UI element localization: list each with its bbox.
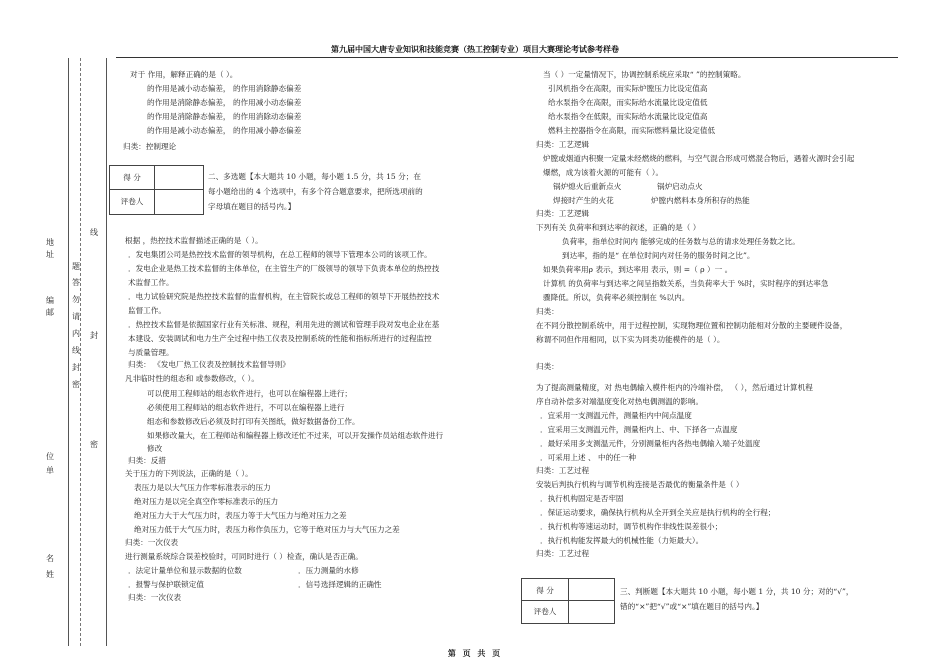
margin-char: 单 (46, 466, 54, 475)
header-rule (116, 57, 898, 58)
question-option: 给水泵指令在高限，而实际给水流量比设定值低 (548, 98, 708, 107)
question-option: ．执行机构能发挥最大的机械性能（力矩最大）。 (540, 536, 704, 545)
question-line: 计算机 的负荷率与到达率之间呈指数关系，当负荷率大于 %时，实时程序的到达率急 (543, 279, 829, 288)
grader-label: 评卷人 (533, 607, 557, 616)
question-stem: 爆燃，成为该着火源的可能有（ ）。 (543, 168, 664, 177)
section-2-instruction: 二、多选题【本大题共 10 小题，每小题 1.5 分，共 15 分；在每小题给出的 4 个选项中，有多个符合题意要求，把所选项前的字母填在题目的括号内。】 (208, 172, 423, 211)
margin-char: 勿 (72, 295, 80, 304)
margin-char: 封 (90, 331, 98, 340)
grader-label: 评卷人 (120, 197, 144, 206)
question-stem: 称谓不同但作用相同，以下实为同类功能模件的是（ ）。 (536, 335, 725, 344)
question-stem: 根据 ，热控技术监督描述正确的是（ ）。 (125, 236, 263, 245)
question-option: 的作用是消除静态偏差， 的作用减小动态偏差 (147, 98, 302, 107)
margin-char: 位 (46, 452, 54, 461)
section-3-instruction: 三、判断题【本大题共 10 小题，每小题 1 分，共 10 分；对的“√”，错的“×”把“√”或“×”填在题目的括号内。】 (620, 587, 854, 611)
question-option: 绝对压力大于大气压力时，表压力等于大气压力与绝对压力之差 (134, 511, 347, 520)
score-label: 得 分 (123, 173, 141, 182)
question-stem: 对于 作用，解释正确的是（ ）。 (130, 70, 238, 79)
question-option: 必须使用工程师站的组态软件进行，不可以在编程器上进行 (147, 403, 345, 412)
question-category: 归类： (536, 307, 559, 316)
question-option: 锅炉熄火后重新点火 (553, 182, 622, 191)
question-option: ．执行机构等速运动时，调节机构作非线性误差很小； (540, 522, 723, 531)
margin-char: 答 (72, 278, 80, 287)
question-category: 归类：反措 (128, 456, 166, 465)
question-line: 与质量管理。 (128, 348, 174, 357)
question-line: ．电力试验研究院是热控技术监督的监督机构，在主管院长或总工程师的领导下开展热控技术 (128, 292, 440, 301)
question-option: 的作用是减小动态偏差， 的作用减小静态偏差 (147, 126, 302, 135)
question-option: ．报警与保护联锁定值 (128, 580, 204, 589)
question-stem: 进行测量系统综合误差校验时，可同时进行（ ）检查，确认是否正确。 (125, 552, 363, 561)
margin-char: 封 (72, 363, 80, 372)
question-stem: 凡非临时性的组态和 或参数修改，（ ）。 (125, 374, 259, 383)
question-line: 负荷率，指单位时间内 能够完成的任务数与总的请求处理任务数之比。 (562, 237, 800, 246)
margin-char: 址 (46, 250, 54, 259)
question-option: ．信号选择逻辑的正确性 (298, 580, 382, 589)
margin-char: 请 (72, 312, 80, 321)
margin-char: 题 (72, 262, 80, 271)
question-option: ．法定计量单位和显示数据的位数 (128, 566, 242, 575)
question-option: 给水泵指令在低限，而实际给水流量比设定值高 (548, 112, 708, 121)
question-stem: 炉膛或烟道内积聚一定量未经燃烧的燃料，与空气混合形成可燃混合物后，遇着火源时会引起 (543, 154, 855, 163)
question-option: 燃料主控器指令在高限，而实际燃料量比设定值低 (548, 126, 716, 135)
margin-char: 线 (72, 346, 80, 355)
question-option: 绝对压力低于大气压力时，表压力称作负压力，它等于绝对压力与大气压力之差 (134, 525, 400, 534)
page-header-title: 第九届中国大唐专业知识和技能竞赛（热工控制专业）项目大赛理论考试参考样卷 (331, 45, 619, 54)
binding-line-outer (68, 58, 69, 646)
question-category: 归类：一次仪表 (125, 538, 179, 547)
question-line: 到达率，指的是“ 在单位时间内对任务的服务时间之比”。 (562, 251, 755, 260)
margin-char: 姓 (46, 570, 54, 579)
question-stem: 下列有关 负荷率和到达率的叙述，正确的是（ ） (536, 223, 701, 232)
question-option: 炉膛内燃料本身所积存的热能 (651, 196, 750, 205)
margin-char: 名 (46, 554, 54, 563)
question-option: 表压力是以大气压力作零标准表示的压力 (134, 483, 271, 492)
question-option: 的作用是减小动态偏差， 的作用消除静态偏差 (147, 84, 302, 93)
question-option: ．可采用上述 、 中的任一种 (540, 453, 636, 462)
question-option: 焊接时产生的火花 (553, 196, 614, 205)
question-option: 组态和参数修改后必须及时打印有关图纸，做好数据备份工作。 (147, 417, 360, 426)
score-box-section-3 (521, 578, 615, 624)
question-category: 归类：工艺逻辑 (536, 140, 590, 149)
margin-char: 邮 (46, 308, 54, 317)
margin-char: 密 (90, 440, 98, 449)
question-category: 归类： (536, 362, 559, 371)
margin-char: 内 (72, 329, 80, 338)
question-stem: 为了提高测量精度，对 热电偶输入模件柜内的冷端补偿， （ ），然后通过计算机程 (536, 383, 813, 392)
question-stem: 在不同分散控制系统中，用于过程控制，实现物理位置和控制功能相对分散的主要硬件设备， (536, 321, 848, 330)
question-option: 锅炉启动点火 (657, 182, 703, 191)
question-line: 监督工作。 (128, 306, 166, 315)
question-option: ．宜采用一支测温元件，测量柜内中间点温度 (540, 411, 692, 420)
score-box-section-2 (109, 165, 204, 215)
question-option: ．保证运动要求，确保执行机构从全开到全关应是执行机构的全行程； (540, 508, 776, 517)
question-line: 骤降低。所以，负荷率必须控制在 %以内。 (543, 293, 690, 302)
question-line: ．热控技术监督是依据国家行业有关标准、规程，利用先进的测试和管理手段对发电企业在基 (128, 320, 440, 329)
question-line: 术监督工作。 (128, 278, 174, 287)
page-footer: 第 页 共 页 (447, 648, 503, 658)
question-category: 归类：工艺逻辑 (536, 209, 590, 218)
question-stem: 当（ ）一定量情况下，协调控制系统应采取“ ”的控制策略。 (543, 70, 746, 79)
question-option: ．执行机构固定是否牢固 (540, 494, 624, 503)
question-option: 的作用是消除静态偏差， 的作用消除动态偏差 (147, 112, 302, 121)
margin-char: 密 (72, 380, 80, 389)
question-option: 绝对压力是以完全真空作零标准表示的压力 (134, 497, 279, 506)
margin-char: 编 (46, 296, 54, 305)
question-option: ．最好采用多支测温元件，分别测量柜内各热电偶输入端子处温度 (540, 439, 761, 448)
question-stem: 关于压力的下列说法，正确的是（ ）。 (125, 469, 253, 478)
question-option: 修改 (147, 444, 163, 453)
question-category: 归类： 《发电厂热工仪表及控制技术监督导则》 (128, 360, 290, 369)
margin-char: 地 (46, 238, 54, 247)
question-category: 归类：控制理论 (123, 142, 177, 151)
question-option: ．宜采用三支测温元件，测量柜内上、中、下择各一点温度 (540, 425, 738, 434)
question-line: 本建设、安装调试和电力生产全过程中热工仪表及控制系统的性能和指标所进行的过程监控 (128, 334, 432, 343)
question-line: 如果负荷率用ρ 表示，到达率用 表示，则 =（ ρ ）一 。 (543, 265, 733, 274)
margin-char: 线 (90, 228, 98, 237)
question-category: 归类：一次仪表 (128, 593, 182, 602)
question-option: 如果修改量大，在工程师站和编程器上修改还忙不过来，可以开发操作员站组态软件进行 (147, 431, 444, 440)
question-option: 引风机指令在高限，而实际炉膛压力比设定值高 (548, 84, 708, 93)
binding-line-inner (106, 58, 107, 646)
question-option: 可以使用工程师站的组态软件进行，也可以在编程器上进行； (147, 389, 353, 398)
question-category: 归类：工艺过程 (536, 549, 590, 558)
score-label: 得 分 (536, 586, 554, 595)
question-line: ．发电集团公司是热控技术监督的领导机构，在总工程师的领导下管理本公司的该项工作。 (128, 250, 432, 259)
question-line: ．发电企业是热工技术监督的主体单位，在主管生产的厂级领导的领导下负责本单位的热控技 (128, 264, 440, 273)
question-stem: 安装后判执行机构与调节机构连接是否最优的衡量条件是（ ） (536, 480, 744, 489)
question-stem: 序自动补偿多对端温度变化对热电偶测温的影响。 (536, 397, 704, 406)
question-option: ．压力测量的水修 (298, 566, 359, 575)
question-category: 归类：工艺过程 (536, 466, 590, 475)
